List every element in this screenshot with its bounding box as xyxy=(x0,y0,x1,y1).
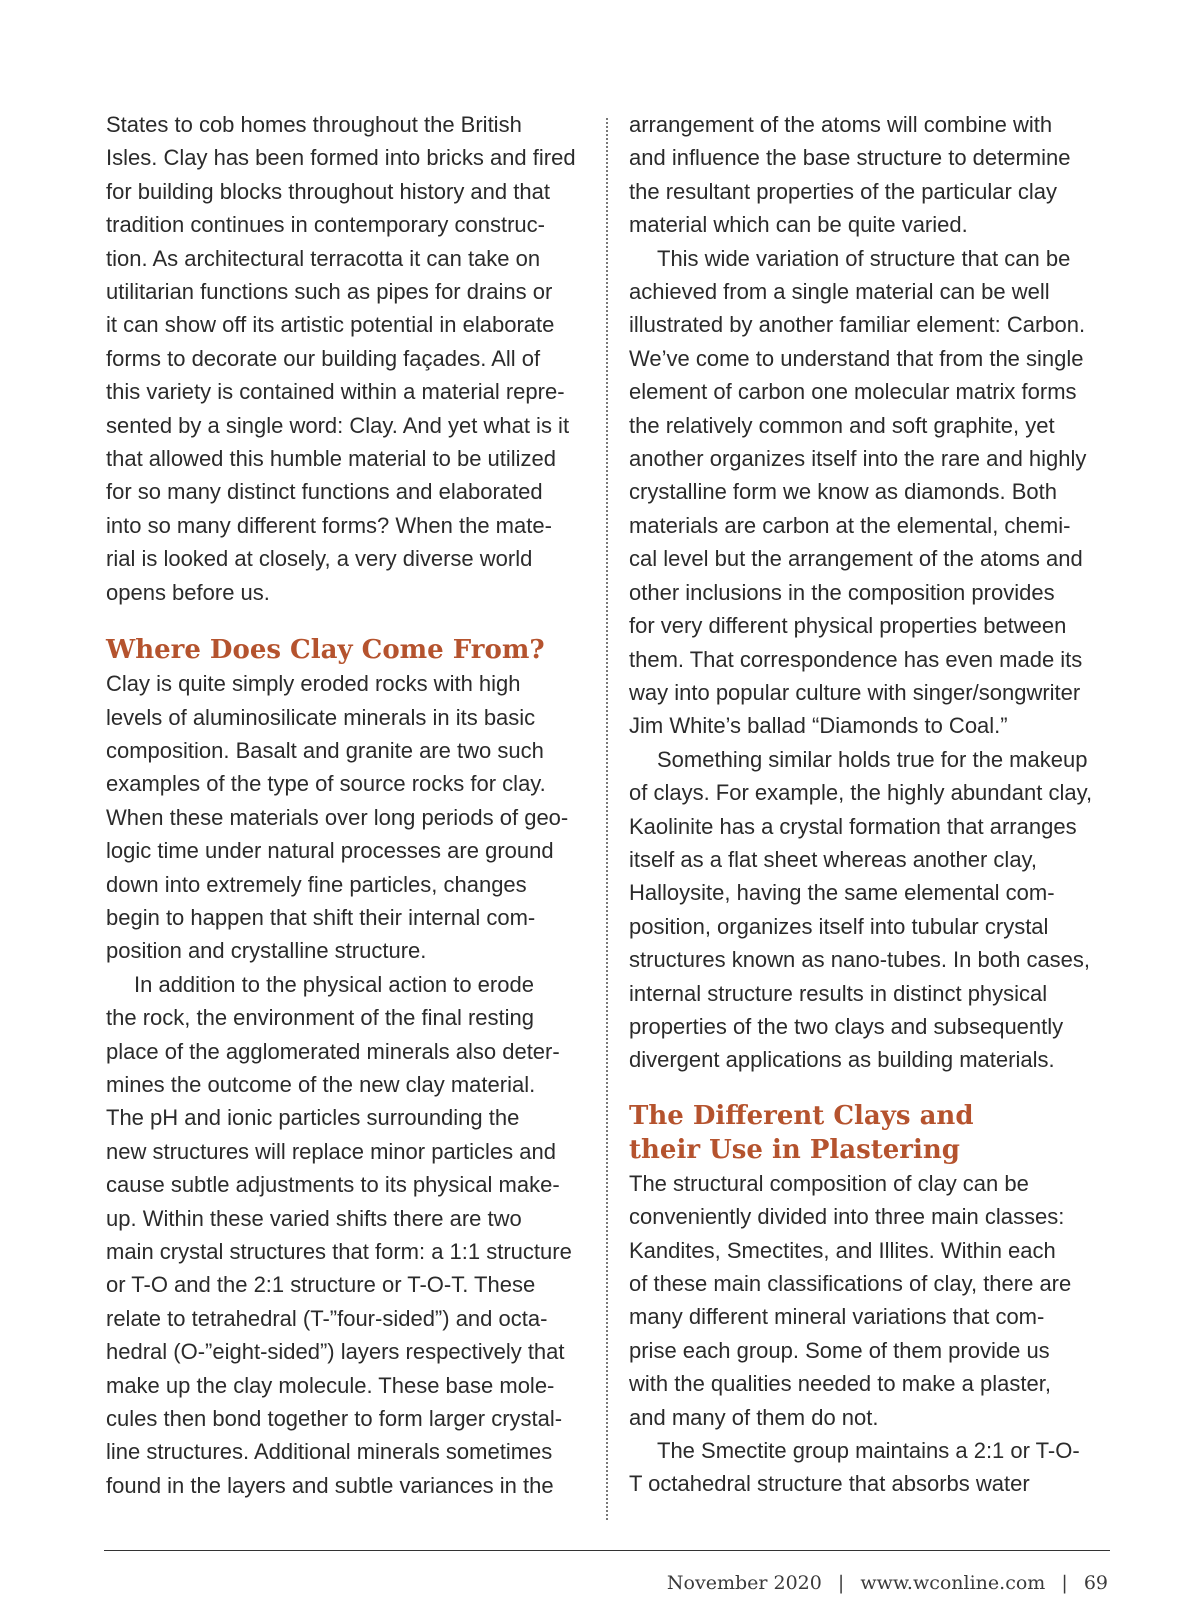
footer-rule xyxy=(104,1550,1110,1551)
paragraph: arrangement of the atoms will combine with and influence the base structure to determine the resultant properties of the particular clay material which can be quite varied. xyxy=(629,112,1071,238)
page-number: 69 xyxy=(1083,1572,1108,1594)
column-divider xyxy=(606,118,608,1520)
footer-separator: | xyxy=(1061,1572,1068,1594)
paragraph: Clay is quite simply eroded rocks with high levels of aluminosilicate minerals in its basic composition. Basalt and granite are two such examples of the type of source rocks for clay. When these materials over long periods of geo- logic time under natural processes are ground down into extremely fine particles, changes begin to happen that shift their internal com- position and crystalline structure. xyxy=(106,671,569,964)
paragraph: In addition to the physical action to erode the rock, the environment of the final resting place of the agglomerated minerals also deter- mines the outcome of the new clay material. The pH and ionic particles surrounding the new structures will replace minor particles and cause subtle adjustments to its physical make- up. Within these varied shifts there are two main crystal structures that form: a 1:1 structure or T-O and the 2:1 structure or T-O-T. These relate to tetrahedral (T-”four-sided”) and octa- hedral (O-”eight-sided”) layers respectively that make up the clay molecule. These base mole- cules then bond together to form larger crystal- line structures. Additional minerals sometimes found in the layers and subtle variances in the xyxy=(106,971,572,1498)
issue-date: November 2020 xyxy=(666,1572,822,1594)
right-column xyxy=(629,108,1113,1501)
paragraph: The structural composition of clay can be conveniently divided into three main classes: Kandites, Smectites, and Illites. Within each of these main classifications of clay, there are many different mineral variations that com- prise each group. Some of them provide us with the qualities needed to make a plaster, and many of them do not. xyxy=(629,1170,1072,1430)
paragraph: States to cob homes throughout the British Isles. Clay has been formed into bricks and fired for building blocks throughout history and that tradition continues in contemporary construc- tion. As architectural terracotta it can take on utilitarian functions such as pipes for drains or it can show off its artistic potential in elaborate forms to decorate our building façades. All of this variety is contained within a material repre- sented by a single word: Clay. And yet what is it that allowed this humble material to be utilized for so many distinct functions and elaborated into so many different forms? When the mate- rial is looked at closely, a very diverse world opens before us. xyxy=(106,112,576,605)
page-footer xyxy=(667,1572,1108,1594)
paragraph: This wide variation of structure that can be achieved from a single material can be well illustrated by another familiar element: Carbon. We’ve come to understand that from the single element of carbon one molecular matrix forms the relatively common and soft graphite, yet another organizes itself into the rare and highly crystalline form we know as diamonds. Both materials are carbon at the elemental, chemi- cal level but the arrangement of the atoms and other inclusions in the composition provides for very different physical properties between them. That correspondence has even made its way into popular culture with singer/songwriter Jim White’s ballad “Diamonds to Coal.” xyxy=(629,245,1087,739)
paragraph: Something similar holds true for the makeup of clays. For example, the highly abundant clay, Kaolinite has a crystal formation that arranges itself as a flat sheet whereas another clay, Halloysite, having the same elemental com- position, organizes itself into tubular crystal structures known as nano-tubes. In both cases, internal structure results in distinct physical properties of the two clays and subsequently divergent applications as building materials. xyxy=(629,746,1093,1073)
section-heading: Where Does Clay Come From? xyxy=(106,635,545,666)
section-heading: The Different Clays and their Use in Plastering xyxy=(629,1100,974,1165)
paragraph: The Smectite group maintains a 2:1 or T-O- T octahedral structure that absorbs water xyxy=(629,1438,1080,1497)
left-column xyxy=(106,108,584,1502)
website-link[interactable]: www.wconline.com xyxy=(860,1572,1046,1594)
footer-separator: | xyxy=(837,1572,845,1594)
